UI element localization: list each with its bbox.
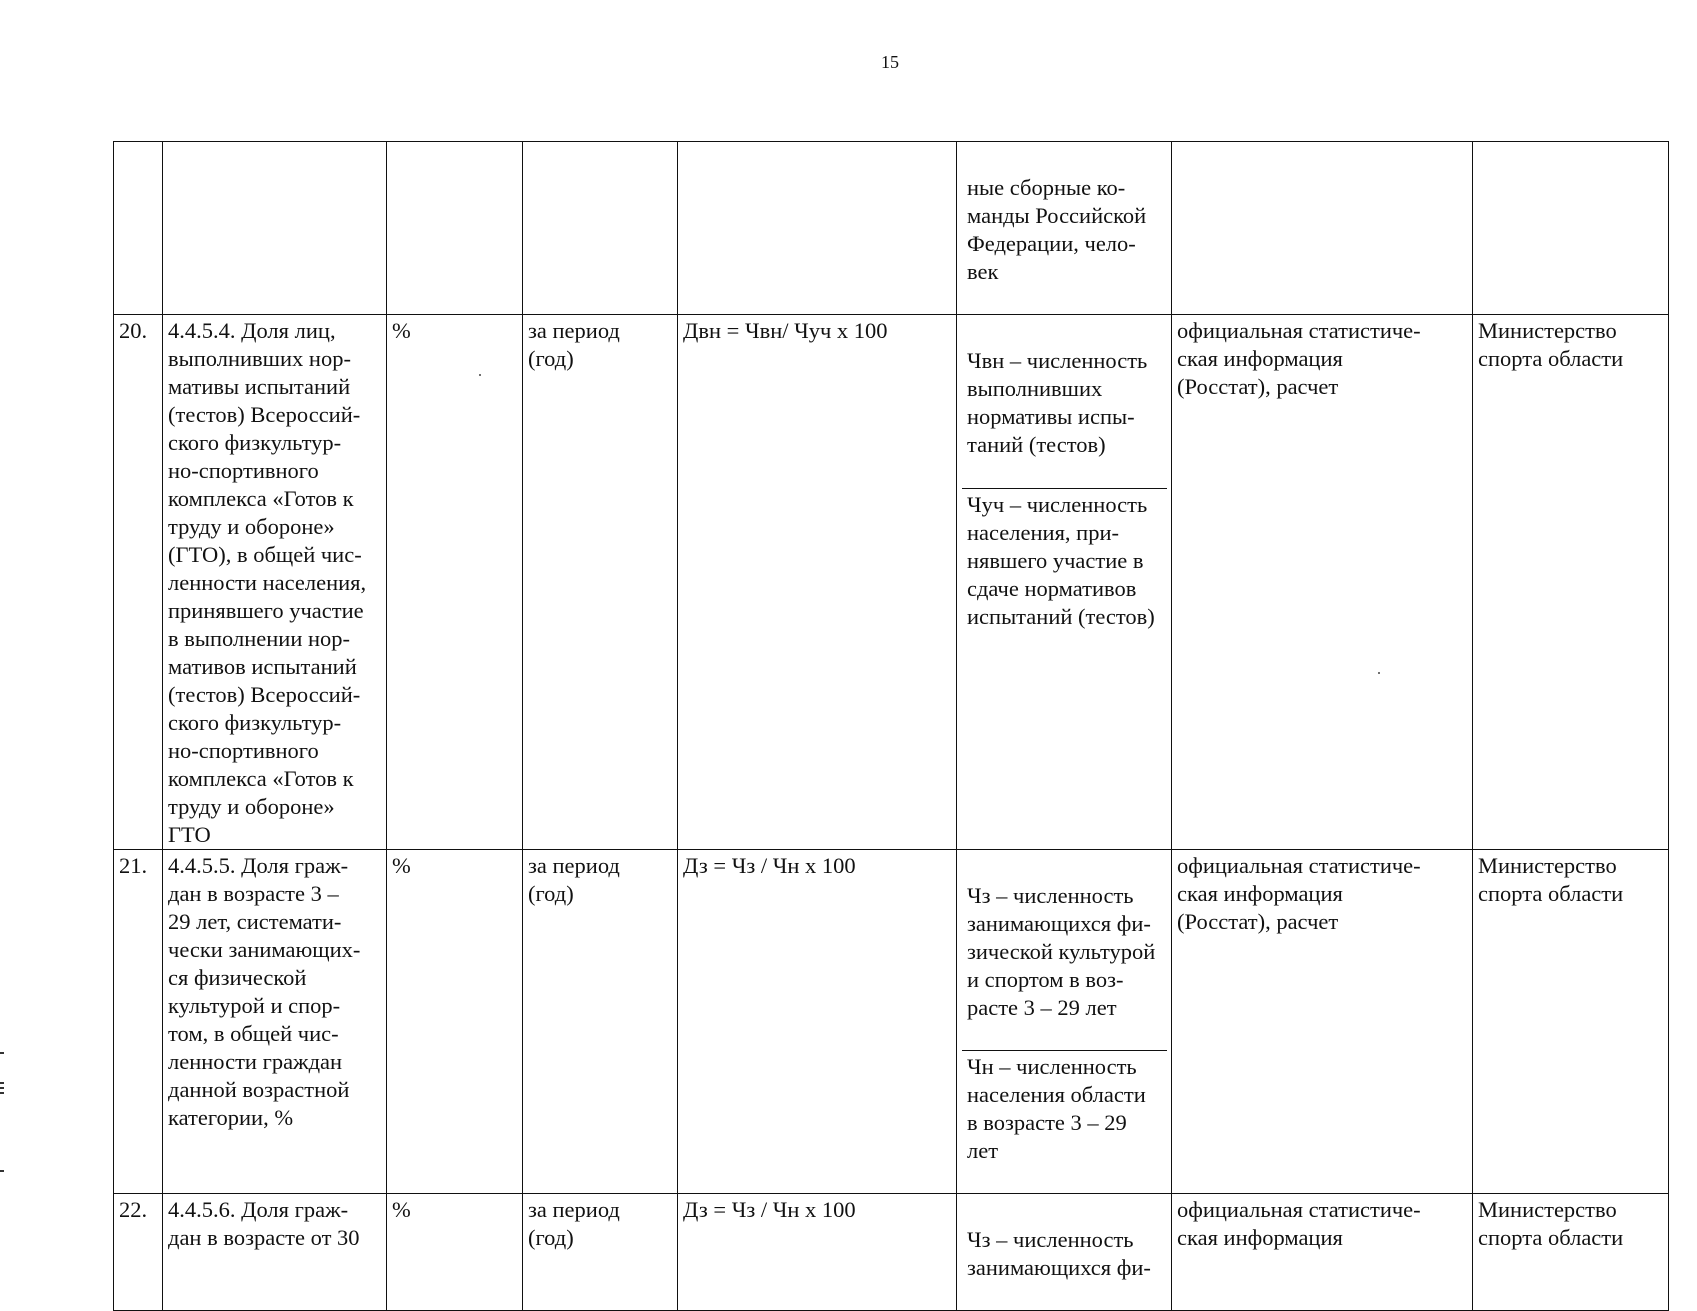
cell-number: 22. <box>114 1194 163 1311</box>
indicators-table <box>113 141 1669 1311</box>
cell-period: за период (год) <box>523 315 678 850</box>
cell-responsible: Министерство спорта области <box>1473 850 1669 1194</box>
table-row <box>114 315 1669 850</box>
cell-indicator: 4.4.5.4. Доля лиц, выполнивших нор- мативы испытаний (тестов) Всероссий- ского физкультур- но-спортивного комплекса «Готов к труду и обороне» (ГТО), в общей чис- ленности населения, принявшего участие в выполнении нор- мативов испытаний (тестов) Всероссий- ского физкультур- но-спортивного комплекса «Готов к труду и обороне» ГТО <box>163 315 387 850</box>
cell-period: за период (год) <box>523 1194 678 1311</box>
margin-mark <box>0 1052 4 1054</box>
cell-definitions <box>957 850 1172 1194</box>
cell-responsible: Министерство спорта области <box>1473 315 1669 850</box>
definition-item: Чз – численность занимающихся фи- <box>967 1227 1151 1280</box>
definition-item: Чз – численность занимающихся фи- зической культурой и спортом в воз- расте 3 – 29 лет <box>967 883 1156 1020</box>
cell-period: за период (год) <box>523 850 678 1194</box>
table-row <box>114 142 1669 315</box>
definition-item: Чуч – численность населения, при- нявшего участие в сдаче нормативов испытаний (тестов) <box>962 488 1167 631</box>
cell-indicator <box>163 142 387 315</box>
cell-number: 21. <box>114 850 163 1194</box>
table-row <box>114 1194 1669 1311</box>
definition-item: Чн – численность населения области в возрасте 3 – 29 лет <box>962 1050 1167 1165</box>
cell-source: официальная статистиче- ская информация (Росстат), расчет <box>1172 315 1473 850</box>
cell-definitions <box>957 1194 1172 1311</box>
definition-item: ные сборные ко- манды Российской Федерации, чело- век <box>967 175 1147 284</box>
cell-definitions <box>957 142 1172 315</box>
cell-formula <box>678 142 957 315</box>
cell-number: 20. <box>114 315 163 850</box>
scan-speck <box>479 374 481 376</box>
cell-definitions <box>957 315 1172 850</box>
cell-source: официальная статистиче- ская информация <box>1172 1194 1473 1311</box>
page-number: 15 <box>881 52 899 72</box>
table-row <box>114 850 1669 1194</box>
cell-formula: Двн = Чвн/ Чуч х 100 <box>678 315 957 850</box>
cell-source <box>1172 142 1473 315</box>
cell-number <box>114 142 163 315</box>
cell-unit <box>387 142 523 315</box>
cell-unit: % <box>387 1194 523 1311</box>
cell-unit: % <box>387 850 523 1194</box>
cell-responsible: Министерство спорта области <box>1473 1194 1669 1311</box>
scan-speck <box>1378 672 1380 674</box>
cell-formula: Дз = Чз / Чн х 100 <box>678 850 957 1194</box>
cell-unit: % <box>387 315 523 850</box>
cell-indicator: 4.4.5.5. Доля граж- дан в возрасте 3 – 29 лет, системати- чески занимающих- ся физической культурой и спор- том, в общей чис- ленности граждан данной возрастной категории, % <box>163 850 387 1194</box>
margin-mark <box>0 1170 4 1172</box>
cell-indicator: 4.4.5.6. Доля граж- дан в возрасте от 30 <box>163 1194 387 1311</box>
margin-mark <box>0 1087 4 1089</box>
table-body <box>114 142 1669 1311</box>
definition-item: Чвн – численность выполнивших нормативы испы- таний (тестов) <box>967 348 1148 457</box>
margin-mark <box>0 1082 4 1084</box>
cell-source: официальная статистиче- ская информация (Росстат), расчет <box>1172 850 1473 1194</box>
margin-mark <box>0 1092 4 1094</box>
cell-period <box>523 142 678 315</box>
cell-responsible <box>1473 142 1669 315</box>
cell-formula: Дз = Чз / Чн х 100 <box>678 1194 957 1311</box>
